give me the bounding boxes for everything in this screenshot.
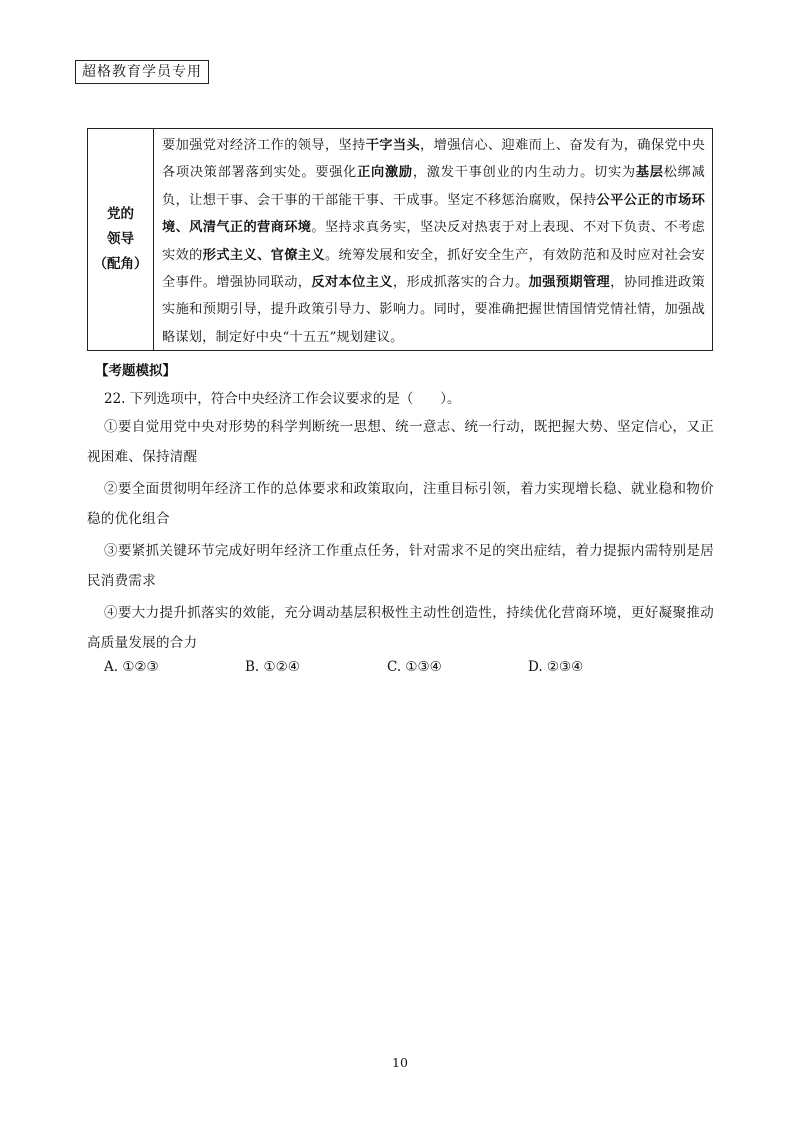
label-line: （配角） <box>93 256 148 272</box>
emphasis-text: 形式主义、官僚主义 <box>202 247 325 263</box>
body-text: ，形成抓落实的合力。 <box>392 275 529 291</box>
emphasis-text: 正向激励 <box>357 165 413 181</box>
label-line: 领导 <box>107 231 134 247</box>
body-text: 松绑减负，让想干事、会干事的干部能干事、干成事。坚定不移惩治腐败，保持 <box>162 165 705 208</box>
label-line: 党的 <box>107 206 134 222</box>
option-3: ③要紧抓关键环节完成好明年经济工作重点任务，针对需求不足的突出症结，着力提振内需特别是居民消费需求 <box>87 543 714 589</box>
answer-d[interactable]: D. ②③④ <box>528 659 584 675</box>
answer-a[interactable]: A. ①②③ <box>104 659 159 675</box>
page-number: 10 <box>392 1055 408 1070</box>
option-4: ④要大力提升抓落实的效能，充分调动基层积极性主动性创造性，持续优化营商环境，更好凝聚推动高质量发展的合力 <box>87 605 714 651</box>
option-1: ①要自觉用党中央对形势的科学判断统一思想、统一意志、统一行动，既把握大势、坚定信心，又正视困难、保持清醒 <box>87 419 714 465</box>
body-text: ，协同推进政策实施和预期引导，提升政策引导力、影响力。同时，要准确把握世情国情党情社情，加强战略谋划，制定好中央“十五五”规划建议。 <box>162 275 706 345</box>
emphasis-text: 干字当头 <box>365 138 421 153</box>
body-text: 。坚持求真务实，坚决反对热衷于对上表现、不对下负责、不考虑实效的 <box>162 220 705 263</box>
answer-b[interactable]: B. ①②④ <box>245 659 300 675</box>
content-table <box>87 128 713 351</box>
table-content-cell <box>154 129 712 350</box>
emphasis-text: 加强预期管理 <box>528 275 611 291</box>
body-text: 。统筹发展和安全，抓好安全生产，有效防范和及时应对社会安全事件。增强协同联动， <box>162 247 705 291</box>
emphasis-text: 基层 <box>635 165 664 181</box>
section-tag: 【考题模拟】 <box>95 363 176 379</box>
body-text: 要加强党对经济工作的领导，坚持 <box>162 138 366 153</box>
emphasis-text: 反对本位主义 <box>311 275 393 291</box>
table-label-cell <box>88 129 154 350</box>
header-tag: 超格教育学员专用 <box>75 60 209 84</box>
option-2: ②要全面贯彻明年经济工作的总体要求和政策取向，注重目标引领，着力实现增长稳、就业稳和物价稳的优化组合 <box>87 481 714 527</box>
answer-c[interactable]: C. ①③④ <box>387 659 442 675</box>
body-text: ，激发干事创业的内生动力。切实为 <box>412 165 636 181</box>
question-stem: 22. 下列选项中，符合中央经济工作会议要求的是（ ）。 <box>104 391 461 407</box>
emphasis-text: 公平公正的市场环境、风清气正的营商环境 <box>162 192 705 236</box>
body-text: ，增强信心、迎难而上、奋发有为，确保党中央各项决策部署落到实处。要强化 <box>162 138 706 181</box>
